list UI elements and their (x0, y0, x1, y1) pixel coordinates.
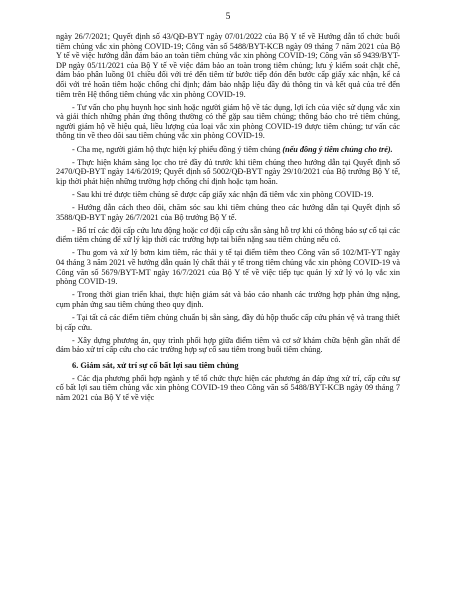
paragraph-waste-disposal: - Thu gom và xử lý bơm kim tiêm, rác thải y tế tại điểm tiêm theo Công văn số 102/MT-YT ngày 04 tháng 3 năm 2021 về hướng dẫn quản lý chất thải y tế trong tiêm chủng vắc xin phòng COVID-19 và Công văn số 5679/BYT-MT ngày 16/7/2021 của Bộ Y tế về việc tiếp tục quản lý xử lý vỏ lọ vắc xin phòng COVID-19. (56, 248, 400, 287)
paragraph-coordination: - Xây dựng phương án, quy trình phối hợp giữa điểm tiêm và cơ sở khám chữa bệnh gần nhất để đảm bảo xử trí cấp cứu cho các trường hợp sự cố sau tiêm trong buổi tiêm chủng. (56, 335, 400, 355)
paragraph-counseling: - Tư vấn cho phụ huynh học sinh hoặc người giám hộ về tác dụng, lợi ích của việc sử dụng vắc xin và giải thích những phản ứng thông thường có thể gặp sau tiêm chủng; thông báo cho trẻ tiêm chủng, người giám hộ về hiệu quả, liều lượng của loại vắc xin phòng COVID-19 được tiêm chủng; tư vấn các thông tin về theo dõi sau tiêm chủng vắc xin phòng COVID-19. (56, 102, 400, 141)
paragraph-consent (56, 145, 400, 155)
consent-text: - Cha mẹ, người giám hộ thực hiện ký phiếu đồng ý tiêm chủng (72, 144, 283, 154)
paragraph-monitoring: - Trong thời gian triển khai, thực hiện giám sát và báo cáo nhanh các trường hợp phản ứng nặng, cụm phản ứng sau tiêm chủng theo quy định. (56, 290, 400, 309)
paragraph-aftercare: - Hướng dẫn cách theo dõi, chăm sóc sau khi tiêm chủng theo các hướng dẫn tại Quyết định số 3588/QĐ-BYT ngày 26/7/2021 của Bộ trưởng Bộ Y tế. (56, 203, 400, 222)
paragraph-continuation: ngày 26/7/2021; Quyết định số 43/QĐ-BYT ngày 07/01/2022 của Bộ Y tế về Hướng dẫn tổ chức buổi tiêm chủng vắc xin phòng COVID-19; Công văn số 5488/BYT-KCB ngày 09 tháng 7 năm 2021 của Bộ Y tế về việc hướng dẫn đảm bảo an toàn tiêm chủng vắc xin phòng COVID-19; Công văn số 9439/BYT-DP ngày 05/11/2021 của Bộ Y tế về việc đảm bảo an toàn trong tiêm chủng; lưu ý kiểm soát chặt chẽ, đảm bảo phân luồng 01 chiều đối với trẻ đến tiêm từ bước tiếp đón đến bước cấp giấy xác nhận, kể cả đối với trẻ hoãn tiêm hoặc chống chỉ định; đảm bảo nhập liệu đầy đủ thông tin và kết quả của trẻ đến tiêm trên Hệ thống tiêm chủng vắc xin phòng COVID-19. (56, 32, 400, 99)
paragraph-emergency-teams: - Bố trí các đội cấp cứu lưu động hoặc cơ đội cấp cứu sẵn sàng hỗ trợ khi có thông báo sự cố tại các điểm tiêm chủng để xử lý kịp thời các trường hợp tai biến nặng sau tiêm chủng nếu có. (56, 225, 400, 245)
paragraph-section-6: - Các địa phương phối hợp ngành y tế tổ chức thực hiện các phương án đáp ứng xử trí, cấp cứu sự cố bất lợi sau tiêm chủng vắc xin phòng COVID-19 theo Công văn số 5488/BYT-KCB ngày 09 tháng 7 năm 2021 của Bộ Y tế về việc (56, 373, 400, 402)
consent-note: (nếu đồng ý tiêm chủng cho trẻ). (282, 144, 393, 154)
section-heading: 6. Giám sát, xử trí sự cố bất lợi sau tiêm chủng (72, 360, 239, 370)
paragraph-emergency-kits: - Tại tất cả các điểm tiêm chủng chuẩn bị sẵn sàng, đầy đủ hộp thuốc cấp cứu phản vệ và trang thiết bị cấp cứu. (56, 312, 400, 332)
page-number: 5 (225, 12, 231, 22)
paragraph-certificate: - Sau khi trẻ được tiêm chủng sẽ được cấp giấy xác nhận đã tiêm vắc xin phòng COVID-19. (72, 189, 374, 199)
paragraph-screening: - Thực hiện khám sàng lọc cho trẻ đầy đủ trước khi tiêm chủng theo hướng dẫn tại Quyết định số 2470/QĐ-BYT ngày 14/6/2019; Quyết định số 5002/QĐ-BYT ngày 29/10/2021 của Bộ trưởng Bộ Y tế, kịp thời phát hiện những trường hợp chống chỉ định hoặc tạm hoãn. (56, 157, 400, 186)
